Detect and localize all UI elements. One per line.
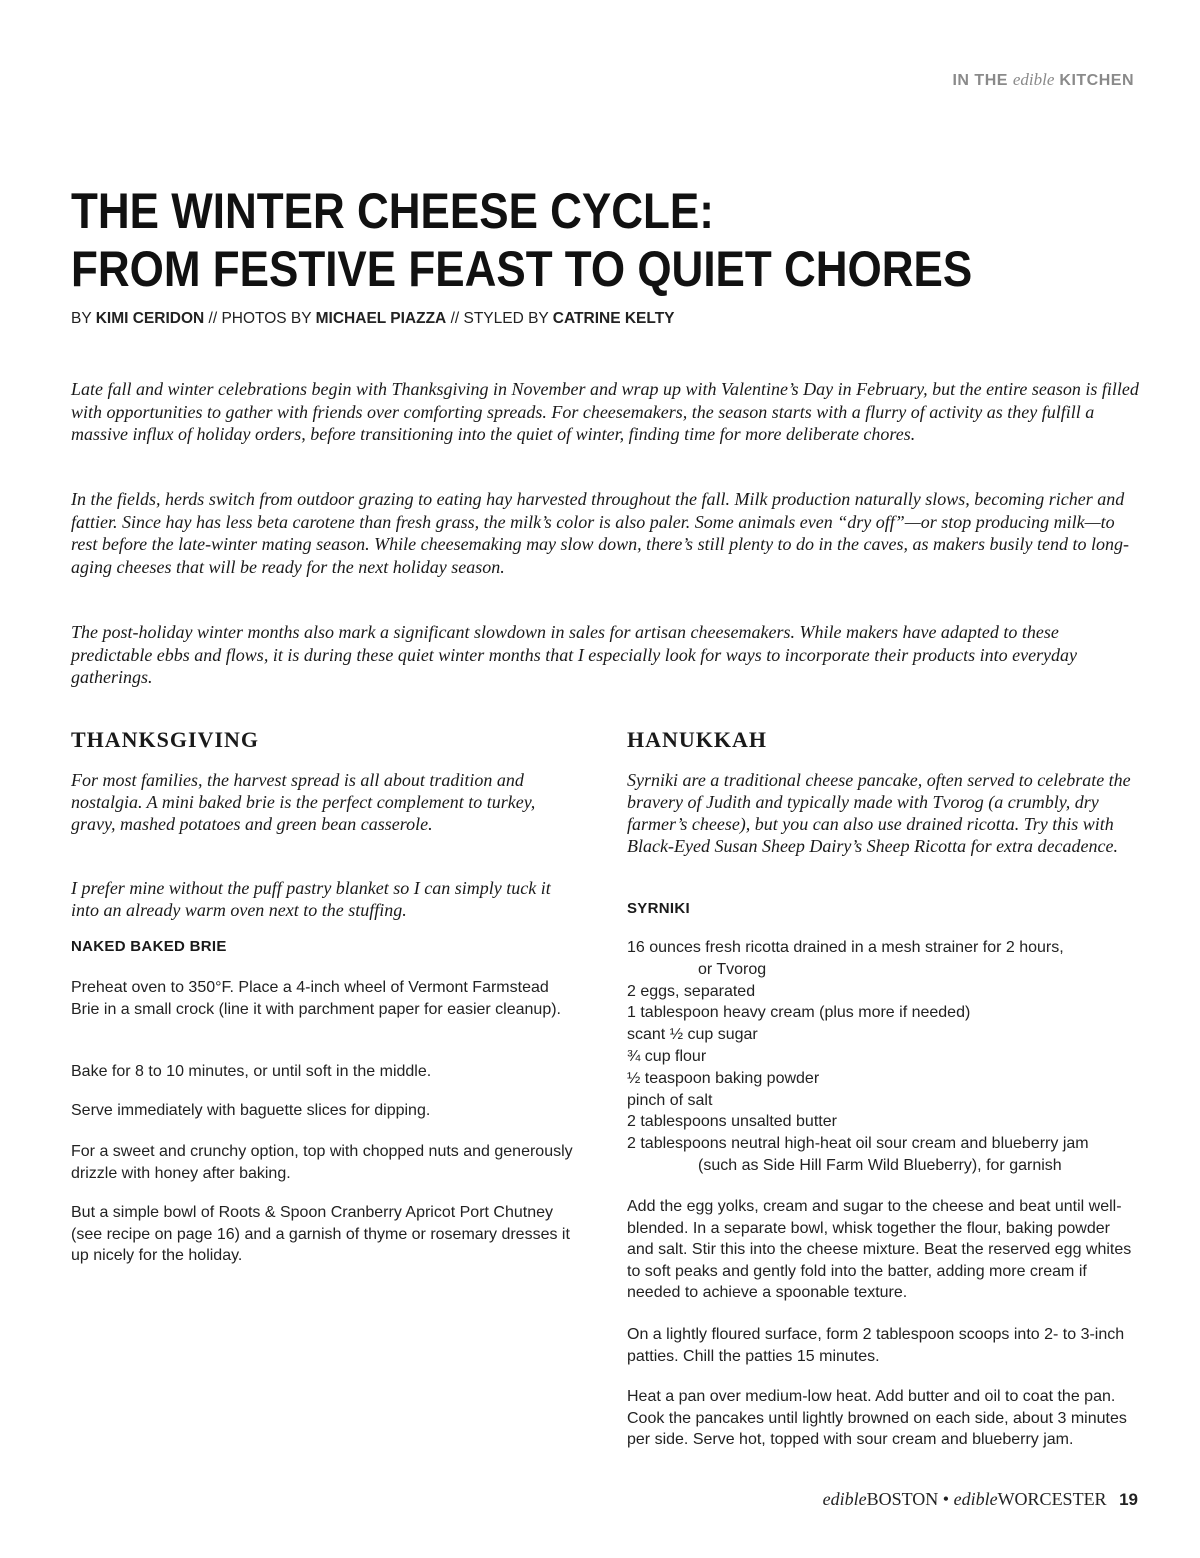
brie-step-4: For a sweet and crunchy option, top with chopped nuts and generously drizzle with honey after baking. xyxy=(71,1143,573,1182)
footer-edible-1: edible xyxy=(822,1489,867,1509)
ingredient-item: (such as Side Hill Farm Wild Blueberry), for garnish xyxy=(698,1156,1062,1174)
byline-styled-by: // STYLED BY xyxy=(450,310,549,327)
syrniki-recipe-title: SYRNIKI xyxy=(627,900,690,917)
title-line-2: FROM FESTIVE FEAST TO QUIET CHORES xyxy=(71,241,973,297)
article-title xyxy=(71,182,972,298)
brie-step-1: Preheat oven to 350°F. Place a 4-inch wheel of Vermont Farmstead Brie in a small crock (line it with parchment paper for easier cleanup). xyxy=(71,979,561,1018)
byline-by: BY xyxy=(71,310,92,327)
byline-photographer: MICHAEL PIAZZA xyxy=(315,310,447,327)
byline-stylist: CATRINE KELTY xyxy=(552,310,675,327)
ingredient-item: 2 tablespoons unsalted butter xyxy=(627,1113,837,1131)
section-tag-edible: edible xyxy=(1012,70,1055,89)
intro-paragraph-2: In the fields, herds switch from outdoor grazing to eating hay harvested throughout the fall. Milk production naturally slows, becoming richer and fattier. Since hay has less beta carotene than fresh grass, the milk’s color is also paler. Some animals even “dry off”—or stop producing milk—to rest before the late-winter mating season. While cheesemaking may slow down, there’s still plenty to do in the caves, as makers busily tend to long-aging cheeses that will be ready for the next holiday season. xyxy=(71,489,1129,577)
ingredient-item: or Tvorog xyxy=(698,960,767,978)
thanksgiving-intro-1: For most families, the harvest spread is all about tradition and nostalgia. A mini baked brie is the perfect complement to turkey, gravy, mashed potatoes and green bean casserole. xyxy=(71,770,536,834)
ingredient-item: pinch of salt xyxy=(627,1091,713,1109)
hanukkah-intro: Syrniki are a traditional cheese pancake, often served to celebrate the bravery of Judith and typically made with Tvorog (a crumbly, dry farmer’s cheese), but you can also use drained ricotta. Try this with Black-Eyed Susan Sheep Dairy’s Sheep Ricotta for extra decadence. xyxy=(627,770,1131,856)
brie-step-5: But a simple bowl of Roots & Spoon Cranberry Apricot Port Chutney (see recipe on page 16) and a garnish of thyme or rosemary dresses it up nicely for the holiday. xyxy=(71,1204,570,1264)
footer-bullet: • xyxy=(942,1489,950,1509)
syrniki-step-2: On a lightly floured surface, form 2 tablespoon scoops into 2- to 3-inch patties. Chill the patties 15 minutes. xyxy=(627,1326,1125,1365)
footer-publication-1: BOSTON xyxy=(866,1489,939,1509)
brie-step-2: Bake for 8 to 10 minutes, or until soft in the middle. xyxy=(71,1063,432,1080)
thanksgiving-heading: THANKSGIVING xyxy=(71,727,260,752)
ingredient-item: ¾ cup flour xyxy=(627,1047,707,1065)
brie-step-3: Serve immediately with baguette slices for dipping. xyxy=(71,1102,431,1119)
ingredient-item: 2 eggs, separated xyxy=(627,982,756,1000)
syrniki-ingredient-list xyxy=(627,937,1089,1177)
thanksgiving-intro-2: I prefer mine without the puff pastry blanket so I can simply tuck it into an already warm oven next to the stuffing. xyxy=(71,878,551,920)
byline-author: KIMI CERIDON xyxy=(95,310,205,327)
ingredient-item: 2 tablespoons neutral high-heat oil sour cream and blueberry jam xyxy=(627,1135,1089,1153)
syrniki-step-3: Heat a pan over medium-low heat. Add butter and oil to coat the pan. Cook the pancakes until lightly browned on each side, about 3 minutes per side. Serve hot, topped with sour cream and blueberry jam. xyxy=(627,1388,1127,1448)
footer-edible-2: edible xyxy=(953,1489,998,1509)
page-number: 19 xyxy=(1119,1490,1138,1509)
byline-photos-by: // PHOTOS BY xyxy=(208,310,312,327)
title-line-1: THE WINTER CHEESE CYCLE: xyxy=(71,183,714,239)
hanukkah-heading: HANUKKAH xyxy=(627,727,767,752)
section-tag xyxy=(952,70,1134,90)
section-tag-pre: IN THE xyxy=(952,72,1008,89)
ingredient-item: ½ teaspoon baking powder xyxy=(627,1069,820,1087)
ingredient-item: 16 ounces fresh ricotta drained in a mesh strainer for 2 hours, xyxy=(627,939,1064,956)
intro-paragraph-1: Late fall and winter celebrations begin with Thanksgiving in November and wrap up with Valentine’s Day in February, but the entire season is filled with opportunities to gather with friends over comforting spreads. For cheesemakers, the season starts with a flurry of activity as they fulfill a massive influx of holiday orders, before transitioning into the quiet of winter, finding time for more deliberate chores. xyxy=(71,379,1139,444)
section-tag-post: KITCHEN xyxy=(1059,72,1134,89)
intro-paragraph-3: The post-holiday winter months also mark a significant slowdown in sales for artisan cheesemakers. While makers have adapted to these predictable ebbs and flows, it is during these quiet winter months that I especially look for ways to incorporate their products into everyday gatherings. xyxy=(71,622,1078,687)
ingredient-item: scant ½ cup sugar xyxy=(627,1026,758,1044)
brie-recipe-title: NAKED BAKED BRIE xyxy=(71,938,227,955)
footer-publication-2: WORCESTER xyxy=(997,1489,1107,1509)
page-footer xyxy=(823,1489,1138,1510)
syrniki-step-1: Add the egg yolks, cream and sugar to the cheese and beat until well-blended. In a separate bowl, whisk together the flour, baking powder and salt. Stir this into the cheese mixture. Beat the reserved egg whites to soft peaks and gently fold into the batter, adding more cream if needed to achieve a spoonable texture. xyxy=(627,1198,1132,1301)
byline xyxy=(71,310,675,328)
ingredient-item: 1 tablespoon heavy cream (plus more if needed) xyxy=(627,1004,971,1022)
